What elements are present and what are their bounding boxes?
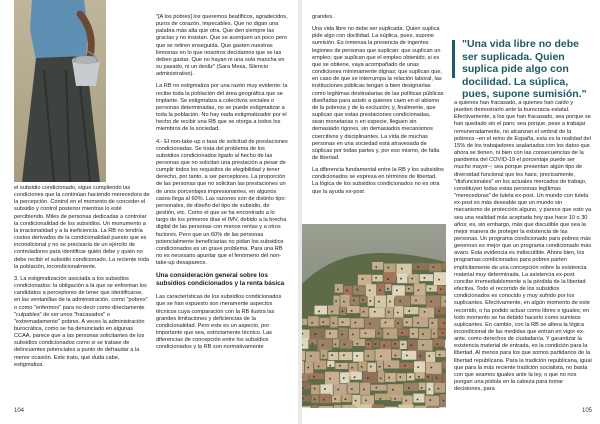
window-shape [302, 333, 303, 335]
house-shape [426, 295, 440, 307]
paragraph: grandes. [312, 14, 334, 20]
house-shape [314, 361, 326, 370]
house-shape [395, 296, 410, 307]
house-shape [380, 319, 394, 328]
window-shape [376, 266, 378, 268]
window-shape [443, 322, 445, 324]
house-shape [425, 396, 439, 407]
house-shape [442, 361, 446, 369]
person-photo [14, 0, 106, 182]
house-shape [320, 384, 332, 395]
house-shape [302, 406, 311, 408]
window-shape [314, 399, 316, 401]
house-shape [397, 373, 407, 381]
window-shape [351, 310, 353, 312]
house-shape [357, 405, 372, 408]
house-shape [302, 361, 304, 374]
house-shape [302, 373, 308, 381]
window-shape [310, 355, 312, 357]
window-shape [399, 300, 401, 302]
window-shape [400, 376, 402, 378]
page-number-right: 105 [582, 408, 593, 414]
window-shape [341, 334, 343, 336]
window-shape [323, 321, 325, 323]
window-shape [401, 332, 403, 334]
house-shape [385, 407, 398, 408]
house-shape [335, 284, 343, 293]
house-shape [340, 295, 349, 308]
window-shape [437, 343, 439, 345]
window-shape [397, 322, 399, 324]
window-shape [365, 333, 367, 335]
house-shape [353, 352, 363, 362]
house-shape [369, 308, 385, 318]
house-shape [394, 306, 403, 318]
window-shape [443, 400, 445, 402]
house-shape [398, 405, 413, 409]
window-shape [323, 355, 325, 357]
house-shape [402, 351, 417, 360]
left-column-2 [156, 14, 288, 357]
house-shape [353, 286, 365, 295]
window-shape [401, 268, 403, 270]
window-shape [387, 333, 389, 335]
window-shape [410, 345, 412, 347]
house-shape [347, 306, 360, 313]
house-shape [433, 374, 442, 384]
house-shape [325, 372, 339, 385]
house-shape [415, 406, 427, 408]
house-shape [319, 406, 334, 408]
window-shape [433, 266, 435, 268]
window-shape [343, 355, 345, 357]
window-shape [311, 322, 313, 324]
window-shape [400, 278, 402, 280]
house-shape [360, 383, 370, 395]
window-shape [406, 355, 408, 357]
window-shape [365, 400, 367, 402]
house-shape [426, 352, 436, 362]
house-shape [397, 274, 407, 284]
house-shape [385, 373, 396, 382]
house-shape [360, 329, 375, 337]
house-shape [419, 329, 431, 340]
window-shape [387, 278, 389, 280]
quote-paragraph: "[A los pobres] los queremos beatíficos, agradecidos, puros de corazón, impecables. Que no digan una palabra más alta que otra. Que den siempre las gracias y no insistan. Que se acerquen un poco pero que se retiren enseguida. Que gasten nuestras limosnas en lo que nosotros decidamos que se las deben gastar. Que no hayan ni una sola mancha en su pasado, ni un desliz" (Sara Mesa, Silencio administrativo). [156, 14, 288, 78]
window-shape [354, 376, 356, 378]
paragraph: Las características de los subsidios condicionados que se han expuesto son meramente aspectos técnicos cuya comparación con la RB ilustra las grandes limitaciones y deficiencias de la condicionalidad. Pero este es un aspecto, por importante que sea, estrictamente técnico. Las diferencias de concepción entre los subsidios condicionados y la RB son normativamente [156, 294, 282, 351]
window-shape [424, 277, 426, 279]
house-shape [411, 296, 426, 305]
window-shape [388, 267, 390, 269]
window-shape [363, 311, 365, 313]
window-shape [362, 278, 364, 280]
window-shape [395, 355, 397, 357]
house-shape [375, 349, 391, 361]
house-shape [426, 285, 437, 291]
house-shape [414, 361, 425, 372]
window-shape [376, 387, 378, 389]
house-shape [302, 351, 305, 361]
house-shape [433, 339, 444, 347]
window-shape [370, 366, 372, 368]
paragraph: 4.- El non-take-up o tasa de solicitud de prestaciones condicionadas. Se trata del problema de los subsidios condicionados ligado al hecho de las personas que no solicitan una prestación a pesar de cumplir todos los requisitos de elegibilidad y tener derecho, por tanto, a ser perceptores. La proporción de las personas que no solicitan las prestaciones un de unos porcentajes impresionantes, en algunos casos llega al 60%. Las razones son de distinto tipo: personales, de diseño del tipo de subsidio, de gestión, etc. Como el que se ha encontrado a lo largo de los primeros días el IMV, debido a la brecha digital de las personas con menos rentas y a otros factores. Pero que un 60% de las personas potencialmente beneficiarias no pidan los subsidios condicionados es un grave problema. Para una RB no es necesario apuntar que el fenómeno del non-take-up desaparece. [156, 138, 288, 267]
window-shape [408, 387, 410, 389]
window-shape [302, 344, 303, 346]
window-shape [402, 344, 404, 346]
window-shape [322, 344, 324, 346]
window-shape [323, 399, 325, 401]
window-shape [355, 400, 357, 402]
window-shape [405, 400, 407, 402]
window-shape [387, 288, 389, 290]
house-shape [334, 384, 347, 396]
house-shape [377, 283, 384, 295]
window-shape [388, 377, 390, 379]
window-shape [417, 266, 419, 268]
window-shape [380, 398, 382, 400]
house-shape [415, 372, 424, 379]
window-shape [331, 354, 333, 356]
house-shape [321, 350, 328, 359]
window-shape [412, 333, 414, 335]
window-shape [422, 344, 424, 346]
house-shape [351, 318, 364, 327]
window-shape [353, 300, 355, 302]
window-shape [343, 377, 345, 379]
house-shape [391, 394, 401, 401]
window-shape [411, 278, 413, 280]
house-shape [358, 275, 372, 286]
window-shape [394, 343, 396, 345]
paragraph: La RB no estigmatiza por una razón muy evidente: la recibe toda la población del área geográfica que se implante. Se estigmatiza a colectivos sociales o personas determinadas, no se puede estigmatizar a toda la población. No hay nada estigmatizador por el hecho de recibir una RB que se otorga a todos los miembros de la sociedad. [156, 83, 288, 133]
house-shape [338, 318, 349, 326]
window-shape [302, 398, 303, 400]
window-shape [335, 398, 337, 400]
house-shape [340, 340, 352, 349]
house-shape [305, 362, 313, 375]
house-shape [372, 262, 383, 270]
window-shape [368, 343, 370, 345]
paragraph: Una vida libre no debe ser suplicada. Quien suplica pide algo con docilidad. La súplica, pues, supone sumisión. Es inmensa la presencia de ingentes legiones de personas que suplican: que suplican un empleo; que suplican que el empleo obtenido, si es que se obtiene, vaya acompañado de unas condiciones mínimamente dignas; que suplican que, en caso de que se interrumpa la relación laboral, las instituciones públicas tengan a bien designarlas como legítimas destinatarias de las políticas públicas diseñadas para asistir a quienes caen en el abismo de la pobreza y de la exclusión; y, finalmente, que suplican que estas prestaciones condicionadas, sean monetarias o en especie, lleguen sin demasiado rigores, sin demasiados mecanismos coercitivos y disciplinantes. La vida de muchas personas en una sociedad está atravesada de súplicas por todas partes y, por eso mismo, de falta de libertad. [312, 26, 444, 161]
window-shape [335, 344, 337, 346]
window-shape [318, 366, 320, 368]
window-shape [342, 321, 344, 323]
window-shape [431, 367, 433, 369]
window-shape [378, 301, 380, 303]
window-shape [315, 333, 317, 335]
house-shape [426, 383, 433, 395]
section-heading: Una consideración general sobre los subsidios condicionados y la renta básica [156, 272, 285, 288]
window-shape [331, 311, 333, 313]
house-shape [311, 385, 320, 394]
house-shape [363, 372, 377, 383]
window-shape [385, 322, 387, 324]
window-shape [363, 389, 365, 391]
window-shape [343, 301, 345, 303]
house-shape [335, 363, 348, 369]
window-shape [311, 343, 313, 345]
house-shape [398, 329, 409, 336]
window-shape [361, 366, 363, 368]
left-page [0, 0, 298, 424]
window-shape [362, 299, 364, 301]
house-shape [408, 274, 419, 283]
window-shape [367, 377, 369, 379]
window-shape [436, 377, 438, 379]
window-shape [378, 333, 380, 335]
right-column-1 [312, 14, 444, 201]
house-shape [302, 338, 308, 349]
house-shape [418, 340, 433, 351]
house-shape [342, 405, 356, 408]
house-shape [315, 306, 328, 315]
window-shape [431, 301, 433, 303]
house-shape [434, 383, 445, 393]
window-shape [433, 333, 435, 335]
window-shape [367, 355, 369, 357]
window-shape [324, 388, 326, 390]
window-shape [374, 311, 376, 313]
house-shape [419, 308, 434, 318]
window-shape [438, 388, 440, 390]
house-shape [364, 350, 374, 361]
paragraph: 3. La estigmatización asociada a los subsidios condicionados: la obligación a la que se enfrentan los candidatos a perceptores de tener que identificarse, en las ventanillas de la administración, como "pobres" o como "enfermos" para no decir como directamente "culpables" de ser unos "fracasados" o "extremadamente" pobres. A veces la administración burocrática, como se ha denunciado en algunas CCAA, parece que a las personas solicitantes de los subsidios condicionados como si se tratase de delincuentes potenciales a punto de defraudar a la menor ocasión. Este trato, qué duda cabe, estigmatiza. [14, 275, 148, 368]
window-shape [408, 310, 410, 312]
window-shape [445, 301, 446, 303]
house-shape [351, 297, 360, 306]
house-shape [366, 284, 377, 296]
house-shape [434, 272, 446, 285]
window-shape [339, 365, 341, 367]
window-shape [344, 344, 346, 346]
window-shape [345, 398, 347, 400]
window-shape [438, 279, 440, 281]
window-shape [355, 322, 357, 324]
window-shape [307, 367, 309, 369]
window-shape [440, 289, 442, 291]
house-shape [372, 405, 384, 409]
window-shape [379, 290, 381, 292]
house-shape [328, 352, 338, 360]
house-shape [436, 350, 446, 357]
window-shape [329, 333, 331, 335]
window-shape [346, 290, 348, 292]
house-shape [371, 385, 387, 391]
house-shape [332, 396, 341, 403]
window-shape [430, 288, 432, 290]
house-shape [413, 317, 428, 327]
house-shape [375, 295, 386, 307]
window-shape [389, 301, 391, 303]
page-number-left: 104 [14, 408, 25, 414]
window-shape [439, 354, 441, 356]
house-shape [404, 383, 418, 391]
window-shape [351, 388, 353, 390]
house-shape [350, 372, 362, 380]
window-shape [329, 365, 331, 367]
house-shape [426, 362, 442, 374]
window-shape [429, 389, 431, 391]
house-shape [320, 394, 332, 404]
house-shape [334, 405, 341, 408]
window-shape [389, 365, 391, 367]
house-shape [419, 383, 426, 391]
window-shape [342, 311, 344, 313]
window-shape [420, 356, 422, 358]
window-shape [418, 376, 420, 378]
window-shape [318, 311, 320, 313]
house-shape [445, 286, 446, 293]
window-shape [380, 378, 382, 380]
house-shape [308, 316, 319, 326]
house-shape [420, 274, 433, 281]
house-shape [385, 284, 391, 291]
window-shape [357, 289, 359, 291]
house-shape [445, 340, 446, 349]
window-shape [417, 322, 419, 324]
window-shape [380, 356, 382, 358]
house-shape [428, 406, 439, 408]
window-shape [356, 355, 358, 357]
house-shape [439, 407, 446, 408]
window-shape [408, 288, 410, 290]
house-shape [342, 394, 352, 402]
paragraph: La diferencia fundamental entre la RB y los subsidios condicionados se expresa en términos de libertad. La lógica de los subsidios condicionados no es otra que la ayuda ex-post [312, 167, 444, 195]
window-shape [335, 300, 337, 302]
house-shape [320, 318, 330, 326]
window-shape [430, 399, 432, 401]
window-shape [313, 376, 315, 378]
house-shape [438, 318, 446, 328]
window-shape [396, 290, 398, 292]
window-shape [404, 365, 406, 367]
house-shape [339, 352, 352, 360]
window-shape [314, 388, 316, 390]
left-column-1 [14, 185, 150, 374]
house-shape [358, 361, 366, 371]
window-shape [357, 343, 359, 345]
paragraph: el subsidio condicionado, sigue cumpliendo las condiciones que la continúan haciendo merecedora de la percepción. Control en el momento de conceder el subsidio y control posterior mientras lo esté percibiendo. Miles de personas dedicadas a controlar la condicionalidad de los subsidios. Un monumento a la irracionalidad y a la ineficiencia. La RB no tendría costos derivados de la condicionalidad puesto que es incondicional y no se precisaría de un ejército de controladores para identificar quién debe y quién no debe recibir el subsidio condicionado. La reciente toda la población, incondicionalmente. [14, 185, 150, 270]
favela-photo [302, 224, 446, 408]
window-shape [379, 366, 381, 368]
window-shape [417, 366, 419, 368]
house-shape [312, 405, 318, 408]
window-shape [418, 290, 420, 292]
pull-quote: "Una vida libre no debe ser suplicada. Quien suplica pide algo con docilidad. La súplica, pues, supone sumisión." [462, 38, 590, 101]
window-shape [409, 376, 411, 378]
house-shape [404, 307, 418, 314]
window-shape [302, 376, 303, 378]
house-shape [353, 339, 365, 346]
window-shape [338, 389, 340, 391]
house-shape [400, 363, 413, 369]
window-shape [392, 389, 394, 391]
window-shape [428, 376, 430, 378]
house-shape [413, 263, 429, 270]
window-shape [329, 378, 331, 380]
window-shape [369, 290, 371, 292]
house-shape [383, 328, 397, 338]
house-shape [338, 328, 348, 341]
house-shape [414, 284, 425, 296]
house-shape [302, 319, 307, 325]
window-shape [422, 333, 424, 335]
window-shape [375, 343, 377, 345]
paragraph: a quienes han fracasado, a quienes han caído y pueden demostrarlo ante la burocracia estatal. Efectivamente, a los que han fracasado, sea porque se han quedado sin el paro; sea porque, pese a trabajar remuneradamente, no alcanzan el umbral de la pobreza –en el reino de España, esta es la realidad del 15% de los trabajadores asalariados con los datos que ahora se tienen, ni bien con las consecuencias de la pandemia del COVID-19 el porcentaje puede ser mucho mayor–; sea porque presentan algún tipo de diversidad funcional que les hace, precisamente, "disfuncionales" en los actuales mercados de trabajo, constituyen todas estas personas legítimas "merecedoras" de tutela ex-post. Un mundo con tutela ex-post es más deseable que un mundo sin mecanismo de protección alguno, y parece que esto ya sea una realidad más aceptada hoy que hace 10 o 30 años; es, sin embargo, más que discutible que sea la mejor manera de proteger la existencia de las personas. Un programa condicionado para pobres más generoso es mejor que un programa condicionado más avaro. Esta evidencia es indiscutible. Ahora bien, los programas condicionados para pobres parten implícitamente de una concepción sobre la existencia material muy determinada. La asistencia ex-post concibe irremediablemente a la pérdida de la libertad efectiva. Todo el recorrido de los subsidios condicionados es conocido y muy sufrido por los suplicantes. Efectivamente, en algún momento de este recorrido, o ha podido actuar como libres e iguales; en todo momento se ha debido hacerlo como sumisos suplicantes. En cambio, con la RB se altera la lógica incondicional de las medidas que entran en vigor ex-ante, como derechos de ciudadanía. Y garantizar la existencia material de entrada, es la condición para la libertad. Al menos para los que somos partidarios de la libertad republicana. Para la tradición republicana, igual que para la más reciente tradición socialista, no basta con que seamos iguales ante la ley, o que no nos pongan una pistola en la cabeza para tomar decisiones, para [454, 100, 592, 393]
house-shape [410, 328, 418, 338]
house-shape [340, 372, 350, 383]
right-column-2 [454, 100, 592, 398]
window-shape [429, 355, 431, 357]
house-shape [365, 318, 380, 331]
window-shape [369, 323, 371, 325]
house-shape [403, 318, 412, 327]
house-shape [392, 349, 401, 358]
house-shape [348, 382, 360, 393]
window-shape [438, 310, 440, 312]
house-shape [442, 262, 446, 270]
house-shape [384, 264, 396, 273]
window-shape [406, 322, 408, 324]
house-shape [378, 371, 384, 383]
window-shape [417, 399, 419, 401]
window-shape [421, 387, 423, 389]
house-shape [429, 319, 438, 329]
window-shape [442, 332, 444, 334]
house-shape [318, 339, 333, 350]
house-shape [349, 329, 360, 341]
window-shape [333, 322, 335, 324]
house-shape [328, 305, 339, 314]
house-shape [330, 316, 337, 327]
house-shape [333, 339, 339, 347]
window-shape [351, 367, 353, 369]
house-shape [325, 330, 337, 339]
house-shape [377, 361, 383, 371]
house-shape [372, 275, 383, 282]
window-shape [394, 398, 396, 400]
house-shape [429, 264, 442, 272]
house-shape [435, 307, 446, 315]
window-shape [432, 322, 434, 324]
house-shape [408, 340, 417, 352]
house-shape [309, 373, 325, 379]
window-shape [352, 334, 354, 336]
window-shape [370, 300, 372, 302]
window-shape [415, 300, 417, 302]
house-shape [310, 328, 324, 339]
house-shape [413, 394, 424, 403]
house-shape [375, 394, 391, 401]
house-shape [384, 272, 397, 283]
window-shape [383, 345, 385, 347]
house-shape [368, 363, 377, 372]
house-shape [384, 360, 400, 368]
window-shape [302, 387, 303, 389]
window-shape [337, 289, 339, 291]
window-shape [424, 311, 426, 313]
right-page [302, 0, 600, 424]
window-shape [397, 312, 399, 314]
window-shape [375, 277, 377, 279]
window-shape [388, 311, 390, 313]
